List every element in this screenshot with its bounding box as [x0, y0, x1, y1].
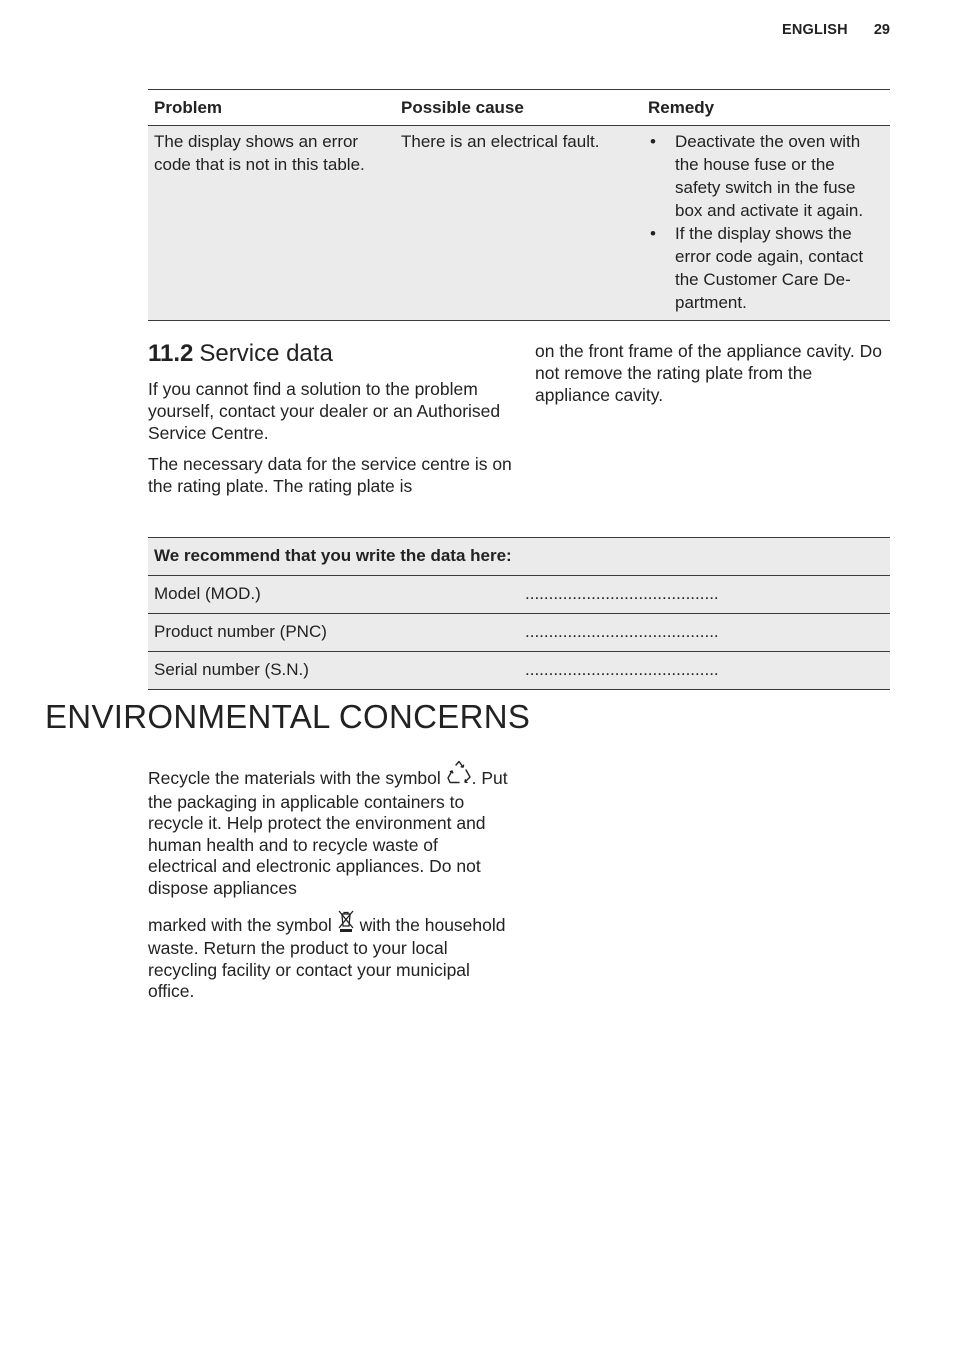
service-paragraph: on the front frame of the appliance cavity. Do not remove the rating plate from the appliance cavity.	[535, 341, 882, 405]
problem-cell: The display shows an error code that is not in this table.	[154, 132, 365, 174]
table-row	[148, 652, 890, 690]
environment-text	[148, 760, 508, 1012]
service-text-left	[148, 378, 513, 506]
page-number: 29	[873, 22, 890, 38]
chapter-title: ENVIRONMENTAL CONCERNS	[45, 698, 531, 735]
table-header-row	[148, 90, 890, 126]
service-paragraph: The necessary data for the service centre is on the rating plate. The rating plate is	[148, 454, 512, 496]
table-row	[148, 576, 890, 614]
text-fragment: marked with the symbol	[148, 914, 332, 935]
remedy-item: • If the display shows the error code again, contact the Customer Care De-partment.	[648, 222, 884, 314]
language-label: ENGLISH	[781, 22, 848, 38]
text-fragment: . Put the packaging in applicable containers to recycle it. Help protect the environment and human health and to recycle waste of electrical and electronic appliances. Do not dispose appliances	[148, 768, 508, 898]
data-value: .........................................	[525, 660, 719, 679]
data-value: .........................................	[525, 622, 719, 641]
service-text-right	[535, 340, 890, 415]
data-label: Product number (PNC)	[154, 622, 327, 641]
remedy-cell	[642, 126, 890, 321]
service-paragraph: If you cannot find a solution to the problem yourself, contact your dealer or an Authorised Service Centre.	[148, 379, 501, 443]
page-header	[782, 22, 890, 38]
remedy-list	[648, 130, 884, 314]
text-fragment: with the household waste. Return the product to your local recycling facility or contact your municipal office.	[148, 914, 506, 1002]
environment-paragraph	[148, 909, 508, 1003]
table-header-row	[148, 538, 890, 576]
data-table-header: We recommend that you write the data here:	[154, 546, 512, 565]
header-remedy: Remedy	[648, 98, 715, 117]
data-label: Model (MOD.)	[154, 584, 261, 603]
section-title-text: Service data	[199, 340, 333, 367]
table-row	[148, 126, 890, 321]
remedy-item: • Deactivate the oven with the house fuse or the safety switch in the fuse box and activate it again.	[648, 130, 884, 222]
header-problem: Problem	[154, 98, 223, 117]
environment-paragraph	[148, 760, 508, 900]
header-possible-cause: Possible cause	[401, 98, 524, 117]
service-data-table	[148, 537, 890, 690]
troubleshooting-table	[148, 89, 890, 321]
data-label: Serial number (S.N.)	[154, 660, 309, 679]
section-number: 11.2	[148, 340, 194, 367]
text-fragment: Recycle the materials with the symbol	[148, 768, 441, 788]
table-row	[148, 614, 890, 652]
data-value: .........................................	[525, 584, 719, 603]
section-title	[148, 340, 333, 368]
crossed-out-bin-icon	[337, 909, 355, 939]
cause-cell: There is an electrical fault.	[401, 132, 600, 151]
recycle-icon	[446, 760, 472, 792]
